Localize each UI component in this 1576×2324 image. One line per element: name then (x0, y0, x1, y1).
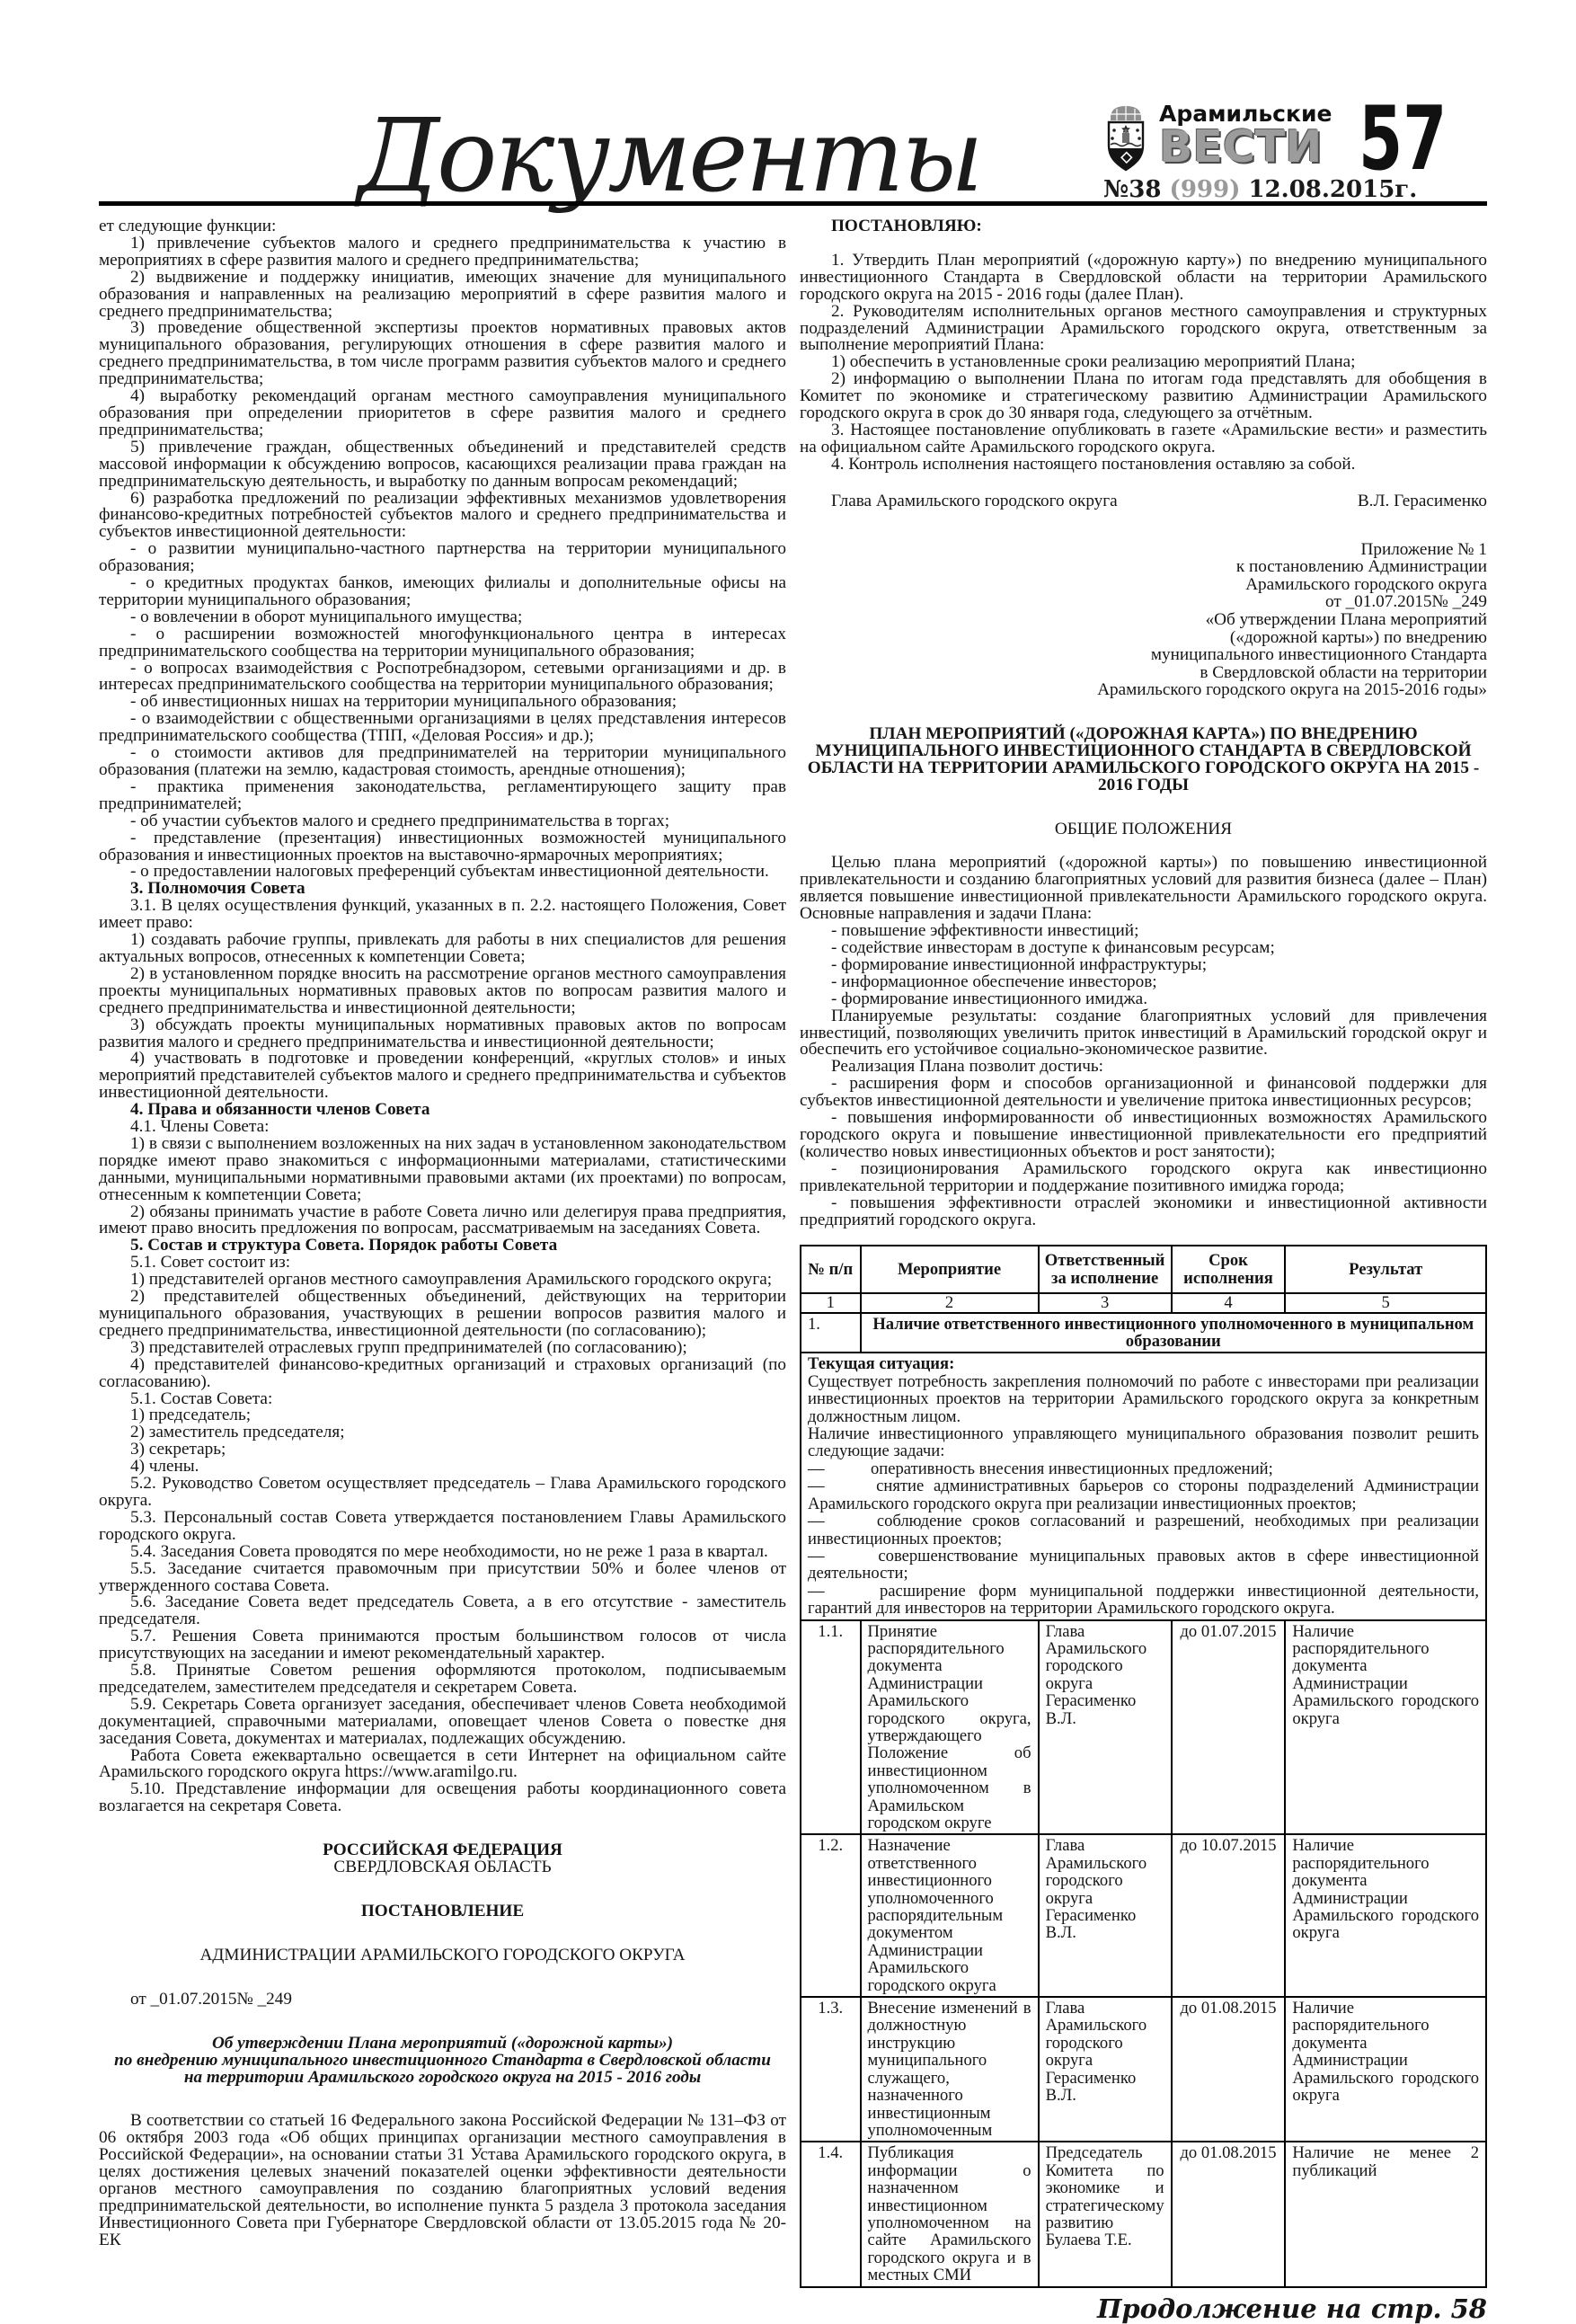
page-number: 57 (1359, 88, 1448, 191)
decree-date-number: от _01.07.2015№ _249 (130, 1989, 292, 2009)
paragraph: 1) в связи с выполнением возложенных на них задач в установленном законодательством порядке имеют право знакомиться с информационными материалами, статистическими данными, муниципальными нормативными правовыми актами (их проектами) по вопросам, отнесенным к компетенции Совета; (99, 1133, 786, 1204)
decree-title-line: по внедрению муниципального инвестиционного Стандарта в Свердловской области (114, 2050, 771, 2070)
situation-line: — совершенствование муниципальных правовых актов в сфере инвестиционной деятельности; (808, 1546, 1483, 1583)
paragraph: - информационное обеспечение инвесторов; (831, 971, 1157, 991)
paragraph: - о вовлечении в оборот муниципального имущества; (130, 607, 523, 626)
section-heading: 3. Полномочия Совета (130, 879, 305, 899)
plan-title: ПЛАН МЕРОПРИЯТИЙ («ДОРОЖНАЯ КАРТА») ПО ВНЕДРЕНИЮ МУНИЦИПАЛЬНОГО ИНВЕСТИЦИОННОГО СТАНДАРТА В СВЕРДЛОВСКОЙ ОБЛАСТИ НА ТЕРРИТОРИИ АРАМИЛЬСКОГО ГОРОДСКОГО ОКРУГА НА 2015 - 2016 ГОДЫ (807, 723, 1480, 794)
col-header-num: № п/п (801, 1246, 861, 1293)
signature-row (800, 493, 1487, 510)
situation-label: Текущая ситуация: (808, 1354, 955, 1374)
administration-heading: АДМИНИСТРАЦИИ АРАМИЛЬСКОГО ГОРОДСКОГО ОКРУГА (199, 1945, 686, 1965)
annex-line: Арамильского городского округа на 2015-2016 годы» (1097, 680, 1487, 700)
row-activity: Внесение изменений в должностную инструкцию муниципального служащего, назначенного инвестиционным уполномоченным (861, 1997, 1039, 2142)
section-title: Наличие ответственного инвестиционного уполномоченного в муниципальном образовании (861, 1313, 1487, 1353)
document-body (99, 217, 1487, 2324)
paragraph: 5.9. Секретарь Совета организует заседания, обеспечивает членов Совета необходимой документацией, справочными материалами, оповещает членов Совета о повестке дня заседания Совета, документах и материалах, подлежащих обсуждению. (99, 1694, 786, 1748)
paragraph: 5.4. Заседания Совета проводятся по мере необходимости, но не реже 1 раза в квартал. (130, 1541, 768, 1561)
newspaper-brand (1103, 88, 1458, 211)
paragraph: 5.8. Принятые Советом решения оформляются протоколом, подписываемым председателем, заместителем председателя и секретарем Совета. (99, 1661, 786, 1697)
paragraph: - формирование инвестиционного имиджа. (831, 989, 1147, 1008)
row-deadline: до 10.07.2015 (1172, 1834, 1286, 1997)
brand-top-label: Арамильские (1159, 101, 1333, 127)
row-deadline: до 01.08.2015 (1172, 1997, 1286, 2142)
table-section-row (801, 1313, 1486, 1353)
paragraph: 5.5. Заседание считается правомочным при присутствии 50% и более членов от утвержденного состава Совета. (99, 1558, 786, 1595)
decree-title-line: на территории Арамильского городского округа на 2015 - 2016 годы (183, 2067, 702, 2087)
paragraph: Целью плана мероприятий («дорожной карты») по повышению инвестиционной привлекательности и созданию благоприятных условий для развития бизнеса (далее – План) является повышение инвестиционной привлекательности Арамильского городского округа. Основные направления и задачи Плана: (800, 853, 1487, 924)
row-responsible: Глава Арамильского городского округа Герасименко В.Л. (1039, 1834, 1172, 1997)
paragraph: 1) председатель; (130, 1406, 252, 1425)
annex-reference (800, 541, 1487, 699)
row-number: 1.2. (801, 1834, 861, 1997)
situation-line: — соблюдение сроков согласований и разрешений, необходимых при реализации инвестиционных проектов; (808, 1512, 1483, 1548)
col-number: 2 (861, 1293, 1039, 1312)
situation-line: Наличие инвестиционного управляющего муниципального образования позволит решить следующие задачи: (808, 1424, 1483, 1461)
col-number: 1 (801, 1293, 861, 1312)
paragraph: - о вопросах взаимодействия с Роспотребнадзором, сетевыми организациями и др. в интересах предпринимательского сообщества на территории муниципального образования; (99, 658, 786, 695)
section-number: 1. (801, 1313, 861, 1353)
issue-line (1103, 176, 1454, 203)
paragraph: 2) в установленном порядке вносить на рассмотрение органов местного самоуправления проекты муниципальных нормативных правовых актов по вопросам развития малого и среднего предпринимательства и инвестиционной деятельности; (99, 963, 786, 1017)
paragraph: 5.1. Совет состоит из: (130, 1253, 291, 1273)
paragraph: 3) обсуждать проекты муниципальных нормативных правовых актов по вопросам развития малого и среднего предпринимательства и инвестиционной деятельности; (99, 1015, 786, 1051)
issue-number: №38 (1103, 176, 1162, 203)
row-deadline: до 01.07.2015 (1172, 1620, 1286, 1835)
paragraph: 2) заместитель председателя; (130, 1423, 345, 1442)
decree-title-line: Об утверждении Плана мероприятий («дорожной карты») (211, 2033, 674, 2053)
row-responsible: Глава Арамильского городского округа Герасименко В.Л. (1039, 1997, 1172, 2142)
col-number: 4 (1172, 1293, 1286, 1312)
paragraph: 1) представителей органов местного самоуправления Арамильского городского округа; (130, 1270, 773, 1290)
paragraph: - представление (презентация) инвестиционных возможностей муниципального образования и инвестиционных проектов на выставочно-ярмарочных мероприятиях; (99, 828, 786, 865)
row-number: 1.1. (801, 1620, 861, 1835)
paragraph: 4.1. Члены Совета: (130, 1117, 270, 1137)
paragraph: 3.1. В целях осуществления функций, указанных в п. 2.2. настоящего Положения, Совет имеет право: (99, 896, 786, 933)
annex-line: Приложение № 1 (1360, 539, 1487, 559)
paragraph: 1) создавать рабочие группы, привлекать для работы в них специалистов для решения актуальных вопросов, отнесенных к компетенции Совета; (99, 930, 786, 966)
paragraph: - повышение эффективности инвестиций; (831, 921, 1139, 941)
row-responsible: Глава Арамильского городского округа Герасименко В.Л. (1039, 1620, 1172, 1835)
paragraph: 5.2. Руководство Советом осуществляет председатель – Глава Арамильского городского округа. (99, 1474, 786, 1510)
table-row (801, 2142, 1486, 2286)
paragraph: - о взаимодействии с общественными организациями в целях представления интересов предпринимательского сообщества (ТПП, «Деловая Россия» и др.); (99, 709, 786, 746)
column-number-row (801, 1293, 1486, 1312)
paragraph: - о кредитных продуктах банков, имеющих филиалы и дополнительные офисы на территории муниципального образования; (99, 573, 786, 609)
paragraph: Реализация Плана позволит достичь: (831, 1057, 1103, 1077)
paragraph: 3) проведение общественной экспертизы проектов нормативных правовых актов муниципального образования, регулирующих отношения в сфере развития малого и среднего предпринимательства, в том числе программ развития субъектов малого и среднего предпринимательства; (99, 318, 786, 389)
annex-line: «Об утверждении Плана мероприятий (1205, 609, 1487, 629)
resolve-heading: ПОСТАНОВЛЯЮ: (831, 217, 982, 235)
paragraph: - о стоимости активов для предпринимателей на территории муниципального образования (платежи на землю, кадастровая стоимость, арендные отношения); (99, 743, 786, 779)
page-title: Документы (358, 98, 981, 215)
paragraph: 2. Руководителям исполнительных органов местного самоуправления и структурных подразделений Администрации Арамильского городского округа, ответственным за выполнение мероприятий Плана: (800, 301, 1487, 355)
paragraph: - содействие инвесторам в доступе к финансовым ресурсам; (831, 938, 1275, 957)
paragraph: - повышения информированности об инвестиционных возможностях Арамильского городского округа и повышение инвестиционной привлекательности его предприятий (количество новых инвестиционных объектов и рост занятости); (800, 1108, 1487, 1161)
col-number: 3 (1039, 1293, 1172, 1312)
paragraph: 2) выдвижение и поддержку инициатив, имеющих значение для муниципального образования и направленных на реализацию мероприятий в сфере развития малого и среднего предпринимательства; (99, 267, 786, 321)
paragraph: Работа Совета ежеквартально освещается в сети Интернет на официальном сайте Арамильского городского округа https://www.aramilgo.ru. (99, 1745, 786, 1782)
country-heading: РОССИЙСКАЯ ФЕДЕРАЦИЯ (323, 1841, 562, 1860)
annex-line: от _01.07.2015№ _249 (1325, 592, 1487, 612)
table-header-row (801, 1246, 1486, 1293)
paragraph: 4. Контроль исполнения настоящего постановления оставляю за собой. (831, 454, 1356, 474)
paragraph: 1) обеспечить в установленные сроки реализацию мероприятий Плана; (831, 352, 1356, 372)
row-result: Наличие не менее 2 публикаций (1285, 2142, 1486, 2286)
brand-text (1159, 101, 1333, 173)
paragraph: 2) обязаны принимать участие в работе Совета лично или делегируя права предприятия, имеют право вносить предложения по вопросам, рассматриваемым на заседаниях Совета. (99, 1202, 786, 1238)
paragraph: - о расширении возможностей многофункционального центра в интересах предпринимательского сообщества на территории муниципального образования; (99, 624, 786, 661)
table-row (801, 1620, 1486, 1835)
paragraph: - об инвестиционных нишах на территории муниципального образования; (130, 692, 677, 712)
annex-line: («дорожной карты») по внедрению (1229, 627, 1487, 647)
paragraph: 3) секретарь; (130, 1440, 226, 1459)
region-heading: СВЕРДЛОВСКАЯ ОБЛАСТЬ (333, 1858, 552, 1877)
paragraph: - о развитии муниципально-частного партнерства на территории муниципального образования; (99, 539, 786, 576)
paragraph: 5) привлечение граждан, общественных объединений и представителей средств массовой информации к обсуждению вопросов, касающихся реализации права граждан на предпринимательскую деятельность, и выработку по данным вопросам рекомендаций; (99, 437, 786, 491)
section-heading: 5. Состав и структура Совета. Порядок работы Совета (130, 1236, 558, 1255)
right-column (800, 217, 1487, 2324)
col-header-result: Результат (1285, 1246, 1486, 1293)
paragraph: 3. Настоящее постановление опубликовать в газете «Арамильские вести» и разместить на официальном сайте Арамильского городского округа. (800, 420, 1487, 457)
row-activity: Назначение ответственного инвестиционного уполномоченного распорядительным документом Администрации Арамильского городского округа (861, 1834, 1039, 1997)
row-number: 1.4. (801, 2142, 861, 2286)
paragraph: 1. Утвердить План мероприятий («дорожную карту») по внедрению муниципального инвестиционного Стандарта в Свердловской области на территории Арамильского городского округа на 2015 - 2016 годы (далее План). (800, 250, 1487, 304)
brand-name-label: ВЕСТИ (1159, 120, 1323, 173)
signature-post: Глава Арамильского городского округа (831, 491, 1118, 510)
row-deadline: до 01.08.2015 (1172, 2142, 1286, 2286)
situation-line: — снятие административных барьеров со стороны подразделений Администрации Арамильского городского округа при реализации инвестиционных проектов; (808, 1477, 1483, 1513)
paragraph: В соответствии со статьей 16 Федерального закона Российской Федерации № 131–ФЗ от 06 октября 2003 года «Об общих принципах организации местного самоуправления в Российской Федерации», на основании статьи 31 Устава Арамильского городского округа, в целях достижения целевых значений показателей оценки эффективности деятельности органов местного самоуправления по созданию благоприятных условий ведения предпринимательской деятельности, во исполнение пункта 5 раздела 3 протокола заседания Инвестиционного Совета при Губернаторе Свердловской области от 13.05.2015 года № 20-ЕК (99, 2111, 786, 2249)
col-header-activity: Мероприятие (861, 1246, 1039, 1293)
paragraph: Планируемые результаты: создание благоприятных условий для привлечения инвестиций, позволяющих увеличить приток инвестиций в Арамильский городской округ и обеспечить его устойчивое социально-экономическое развитие. (800, 1006, 1487, 1060)
col-number: 5 (1285, 1293, 1486, 1312)
paragraph: ет следующие функции: (99, 217, 277, 235)
paragraph: 5.1. Состав Совета: (130, 1388, 273, 1408)
situation-line: — оперативность внесения инвестиционных предложений; (808, 1459, 1273, 1478)
issue-date: 12.08.2015г. (1248, 176, 1418, 203)
annex-line: в Свердловской области на территории (1200, 662, 1487, 682)
paragraph: 2) представителей общественных объединений, действующих на территории муниципального образования, участвующих в решении вопросов развития малого и среднего предпринимательства, инвестиционной деятельности (по согласованию); (99, 1287, 786, 1340)
paragraph: - об участии субъектов малого и среднего предпринимательства в торгах; (130, 811, 670, 830)
plan-table (800, 1245, 1487, 2287)
row-responsible: Председатель Комитета по экономике и стратегическому развитию Булаева Т.Е. (1039, 2142, 1172, 2286)
paragraph: 5.7. Решения Совета принимаются простым большинством голосов от числа присутствующих на заседании и имеют рекомендательный характер. (99, 1627, 786, 1663)
paragraph: 3) представителей отраслевых групп предпринимателей (по согласованию); (130, 1337, 687, 1357)
paragraph: 4) участвовать в подготовке и проведении конференций, «круглых столов» и иных мероприятий представителей субъектов малого и среднего предпринимательства и субъектов инвестиционной деятельности. (99, 1049, 786, 1103)
situation-line: — расширение форм муниципальной поддержки инвестиционной деятельности, гарантий для инвесторов на территории Арамильского городского округа. (808, 1581, 1483, 1619)
row-activity: Принятие распорядительного документа Администрации Арамильского городского округа, утверждающего Положение об инвестиционном уполномоченном в Арамильском городском округе (861, 1620, 1039, 1835)
masthead (0, 0, 1576, 218)
paragraph: 4) члены. (130, 1457, 199, 1477)
masthead-rule (99, 201, 1487, 206)
paragraph: 5.10. Представление информации для освещения работы координационного совета возлагается на секретаря Совета. (99, 1779, 786, 1816)
annex-line: муниципального инвестиционного Стандарта (1150, 645, 1487, 665)
situation-line: Существует потребность закрепления полномочий по работе с инвесторами при реализации инвестиционных проектов на территории Арамильского городского округа за конкретным должностным лицом. (808, 1371, 1483, 1426)
paragraph: - позиционирования Арамильского городского округа как инвестиционно привлекательной территории и поддержание позитивного имиджа города; (800, 1158, 1487, 1195)
paragraph: 1) привлечение субъектов малого и среднего предпринимательства к участию в мероприятиях в сфере развития малого и среднего предпринимательства; (99, 233, 786, 270)
situation-cell (801, 1353, 1486, 1619)
decree-heading: ПОСТАНОВЛЕНИЕ (360, 1902, 525, 1920)
col-header-responsible: Ответственный за исполнение (1039, 1246, 1172, 1293)
paragraph: - о предоставлении налоговых преференций субъектам инвестиционной деятельности. (130, 862, 769, 882)
row-number: 1.3. (801, 1997, 861, 2142)
paragraph: 5.3. Персональный состав Совета утверждается постановлением Главы Арамильского городского округа. (99, 1507, 786, 1544)
table-situation-row (801, 1353, 1486, 1619)
paragraph: 5.6. Заседание Совета ведет председатель Совета, а в его отсутствие - заместитель председателя. (99, 1592, 786, 1629)
continuation-note: Продолжение на стр. 58 (1096, 2293, 1487, 2324)
general-provisions-heading: ОБЩИЕ ПОЛОЖЕНИЯ (1054, 819, 1233, 838)
paragraph: 2) информацию о выполнении Плана по итогам года представлять для обобщения в Комитет по экономике и стратегическому развитию Администрации Арамильского городского округа в срок до 30 января года, следующего за отчётным. (800, 369, 1487, 423)
row-result: Наличие распорядительного документа Администрации Арамильского городского округа (1285, 1620, 1486, 1835)
table-row (801, 1834, 1486, 1997)
row-result: Наличие распорядительного документа Администрации Арамильского городского округа (1285, 1997, 1486, 2142)
row-result: Наличие распорядительного документа Администрации Арамильского городского округа (1285, 1834, 1486, 1997)
annex-line: к постановлению Администрации (1235, 557, 1487, 577)
paragraph: 4) представителей финансово-кредитных организаций и страховых организаций (по согласованию). (99, 1354, 786, 1391)
aramil-coat-of-arms-icon (1103, 101, 1148, 173)
left-column (99, 218, 786, 2317)
paragraph: - формирование инвестиционной инфраструктуры; (831, 954, 1208, 974)
paragraph: - расширения форм и способов организационной и финансовой поддержки для субъектов инвестиционной деятельности и увеличение притока инвестиционных ресурсов; (800, 1074, 1487, 1111)
issue-serial: (999) (1169, 176, 1241, 203)
section-heading: 4. Права и обязанности членов Совета (130, 1100, 430, 1120)
paragraph: - повышения эффективности отраслей экономики и инвестиционной активности предприятий городского округа. (800, 1193, 1487, 1229)
table-row (801, 1997, 1486, 2142)
annex-line: Арамильского городского округа (1245, 574, 1487, 594)
signature-name: В.Л. Герасименко (1357, 491, 1487, 510)
paragraph: 4) выработку рекомендаций органам местного самоуправления муниципального образования при определении приоритетов в сфере развития малого и среднего предпринимательства; (99, 386, 786, 439)
col-header-deadline: Срок исполнения (1172, 1246, 1286, 1293)
row-activity: Публикация информации о назначенном инвестиционном уполномоченном на сайте Арамильского городского округа и в местных СМИ (861, 2142, 1039, 2286)
paragraph: - практика применения законодательства, регламентирующего защиту прав предпринимателей; (99, 776, 786, 813)
paragraph: 6) разработка предложений по реализации эффективных механизмов удовлетворения финансово-кредитных потребностей субъектов малого и среднего предпринимательства и субъектов инвестиционной деятельности: (99, 488, 786, 542)
